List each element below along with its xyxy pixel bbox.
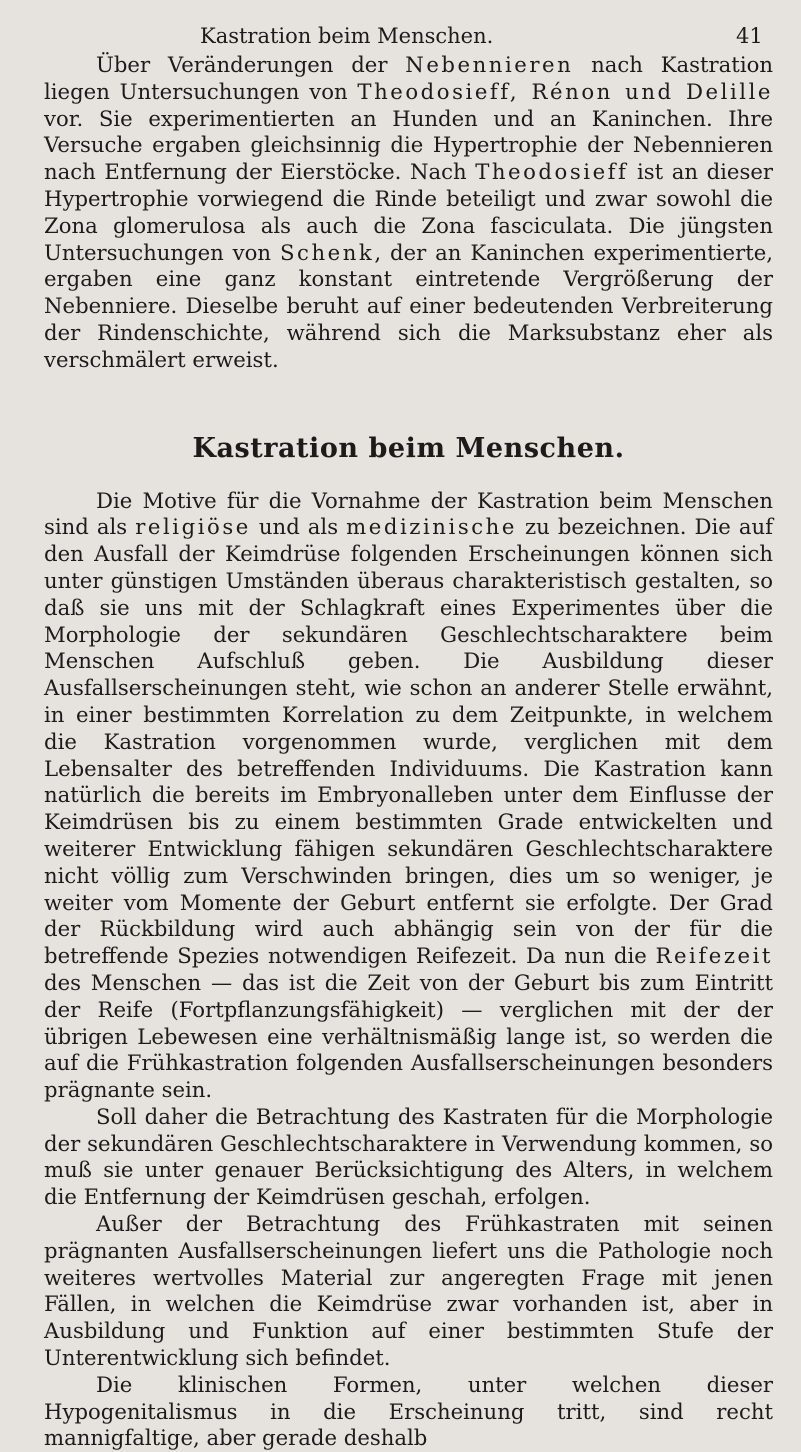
emphasized-term: religiöse [135, 514, 251, 540]
author-names: Theodosieff, Rénon und Delille [357, 78, 773, 104]
intro-text: Über Veränderungen der [96, 52, 406, 77]
running-header [0, 20, 801, 52]
emphasized-term: medizinische [346, 514, 517, 540]
paragraph-text: und als [250, 514, 347, 540]
paragraph-text: zu bezeichnen. Die auf den Ausfall der Keimdrüse folgenden Erscheinungen können sich unter günstigen Umständen überaus charakteristisch gestalten, so daß sie uns mit der Schlagkraft eines Experimentes über die Morphologie der sekundären Geschlechtscharaktere beim Menschen Aufschluß geben. Die Ausbildung dieser Ausfallserscheinungen steht, wie schon an anderer Stelle erwähnt, in einer bestimmten Korrelation zu dem Zeitpunkte, in welchem die Kastration vorgenommen wurde, verglichen mit dem Lebensalter des betreffenden Individuums. Die Kastration kann natürlich die bereits im Embryonalleben unter dem Einflusse der Keimdrüsen bis zu einem bestimmten Grade entwickelten und weiterer Entwicklung fähigen sekundären Geschlechtscharaktere nicht völlig zum Verschwinden bringen, dies um so weniger, je weiter vom Momente der Geburt entfernt sie erfolgte. Der Grad der Rückbildung wird auch abhängig sein von der für die betreffende Spezies notwendigen Reifezeit. Da nun die [44, 514, 774, 969]
section-heading: Kastration beim Menschen. [192, 432, 625, 464]
intro-text: ist an dieser Hypertrophie vorwiegend die Rinde beteiligt und zwar sowohl die Zona glomerulosa als auch die Zona fasciculata. Die jüngsten Untersuchungen von [44, 159, 773, 265]
intro-paragraph [44, 52, 773, 374]
paragraph-text: Die Motive für die Vornahme der Kastration beim Menschen sind als [44, 487, 773, 540]
body-paragraph-1 [44, 488, 773, 1104]
intro-text: nach Kastration liegen Untersuchungen von [44, 52, 774, 104]
intro-text: vor. Sie experimentierten an Hunden und an Kaninchen. Ihre Versuche ergaben gleichsinnig die Hypertrophie der Nebennieren nach Entfernung der Eierstöcke. Nach [44, 105, 773, 185]
emphasized-term: Nebennieren [405, 52, 574, 77]
intro-text: , der an Kaninchen experimentierte, ergaben eine ganz konstant eintretende Vergrößerung der Nebenniere. Dieselbe beruht auf einer bedeutenden Verbreiterung der Rindenschichte, während sich die Marksubstanz eher als verschmälert erweist. [44, 239, 774, 372]
running-title: Kastration beim Menschen. [200, 24, 494, 48]
author-name: Theodosieff [475, 159, 629, 185]
body-paragraph-3: Außer der Betrachtung des Frühkastraten mit seinen prägnanten Ausfallserscheinungen liefert uns die Pathologie noch weiteres wertvolles Material zur angeregten Frage mit jenen Fällen, in welchen die Keimdrüse zwar vorhanden ist, aber in Ausbildung und Funktion auf einer bestimmten Stufe der Unterentwicklung sich befindet. [44, 1211, 773, 1371]
body-paragraph-2: Soll daher die Betrachtung des Kastraten für die Morphologie der sekundären Geschlechtscharaktere in Verwendung kommen, so muß sie unter genauer Berücksichtigung des Alters, in welchem die Entfernung der Keimdrüsen geschah, erfolgen. [44, 1103, 773, 1210]
emphasized-term: Reifezeit [655, 943, 773, 969]
page-number: 41 [736, 24, 763, 48]
body-paragraph-4: Die klinischen Formen, unter welchen dieser Hypogenitalismus in die Erscheinung tritt, sind recht mannigfaltige, aber gerade deshalb [44, 1371, 773, 1451]
paragraph-text: des Menschen — das ist die Zeit von der Geburt bis zum Eintritt der Reife (Fortpflanzungsfähigkeit) — verglichen mit der der übrigen Lebewesen eine verhältnismäßig lange ist, so werden die auf die Frühkastration folgenden Ausfallserscheinungen besonders prägnante sein. [44, 969, 773, 1103]
author-name: Schenk [279, 239, 375, 265]
